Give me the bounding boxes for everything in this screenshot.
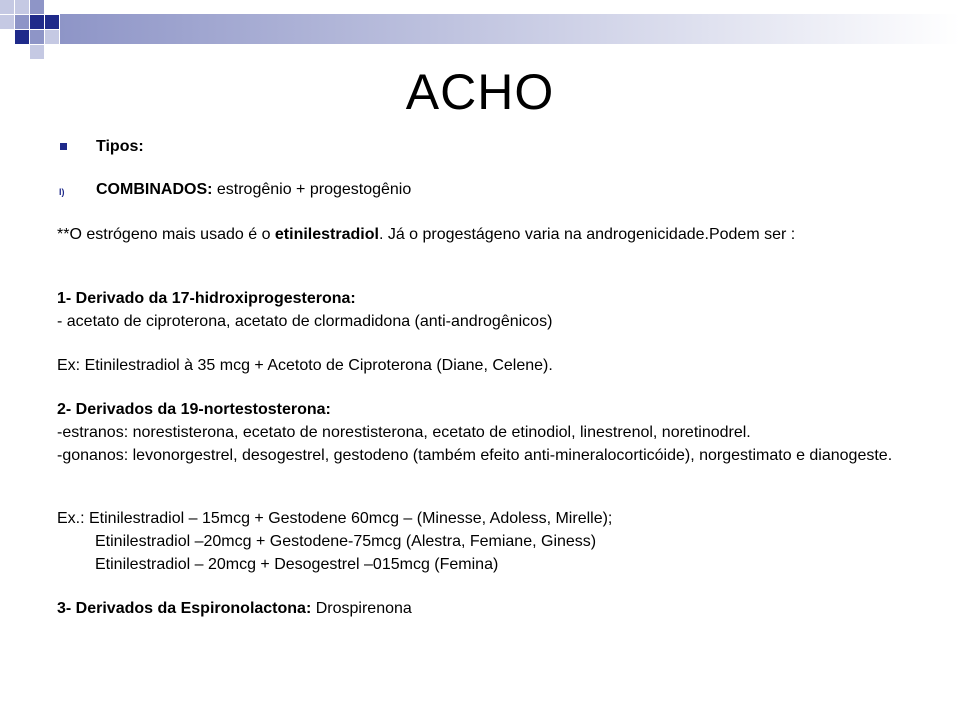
group1-line: - acetato de ciproterona, acetato de clormadidona (anti-androgênicos): [57, 313, 553, 330]
group1-heading: 1- Derivado da 17-hidroxiprogesterona:: [57, 290, 356, 307]
combinados-line: [96, 181, 411, 199]
group3-text: Drospirenona: [311, 600, 412, 617]
note-suffix: . Já o progestágeno varia na androgenicidade.Podem ser :: [378, 226, 796, 243]
tipos-label: Tipos:: [96, 138, 144, 155]
combinados-label: COMBINADOS:: [96, 181, 213, 198]
header-decoration: [0, 0, 960, 60]
group1-example: Ex: Etinilestradiol à 35 mcg + Acetoto de Ciproterona (Diane, Celene).: [57, 357, 553, 374]
deco-square-10: [45, 30, 59, 44]
group2-gonanos: -gonanos: levonorgestrel, desogestrel, gestodeno (também efeito anti-mineralocorticóide), norgestimato e dianogeste.: [57, 447, 893, 464]
deco-square-2: [15, 0, 29, 14]
group2-heading: 2- Derivados da 19-nortestosterona:: [57, 401, 331, 418]
combinados-text: estrogênio + progestogênio: [212, 181, 412, 198]
note-prefix: **O estrógeno mais usado é o: [57, 226, 275, 243]
group2-example-2: Etinilestradiol –20mcg + Gestodene-75mcg (Alestra, Femiane, Giness): [95, 533, 597, 550]
deco-square-11: [30, 45, 44, 59]
square-bullet-icon: [60, 143, 67, 150]
estrogen-note: [57, 226, 941, 244]
deco-square-7: [45, 15, 59, 29]
deco-square-5: [15, 15, 29, 29]
deco-square-4: [0, 15, 14, 29]
group3-line: [57, 600, 412, 618]
deco-square-9: [30, 30, 44, 44]
deco-square-8: [15, 30, 29, 44]
group2-example-1: Ex.: Etinilestradiol – 15mcg + Gestodene 60mcg – (Minesse, Adoless, Mirelle);: [57, 510, 613, 527]
deco-square-6: [30, 15, 44, 29]
deco-square-3: [30, 0, 44, 14]
group2-estranos: -estranos: norestisterona, ecetato de norestisterona, ecetato de etinodiol, linestrenol, noretinodrel.: [57, 424, 751, 441]
group2-example-3: Etinilestradiol – 20mcg + Desogestrel –015mcg (Femina): [95, 556, 499, 573]
deco-square-1: [0, 0, 14, 14]
group3-heading: 3- Derivados da Espironolactona:: [57, 600, 312, 617]
header-gradient-bar: [60, 14, 960, 44]
roman-numeral-marker: I): [59, 187, 65, 197]
note-bold: etinilestradiol: [274, 226, 379, 243]
slide-title: ACHO: [405, 64, 555, 120]
